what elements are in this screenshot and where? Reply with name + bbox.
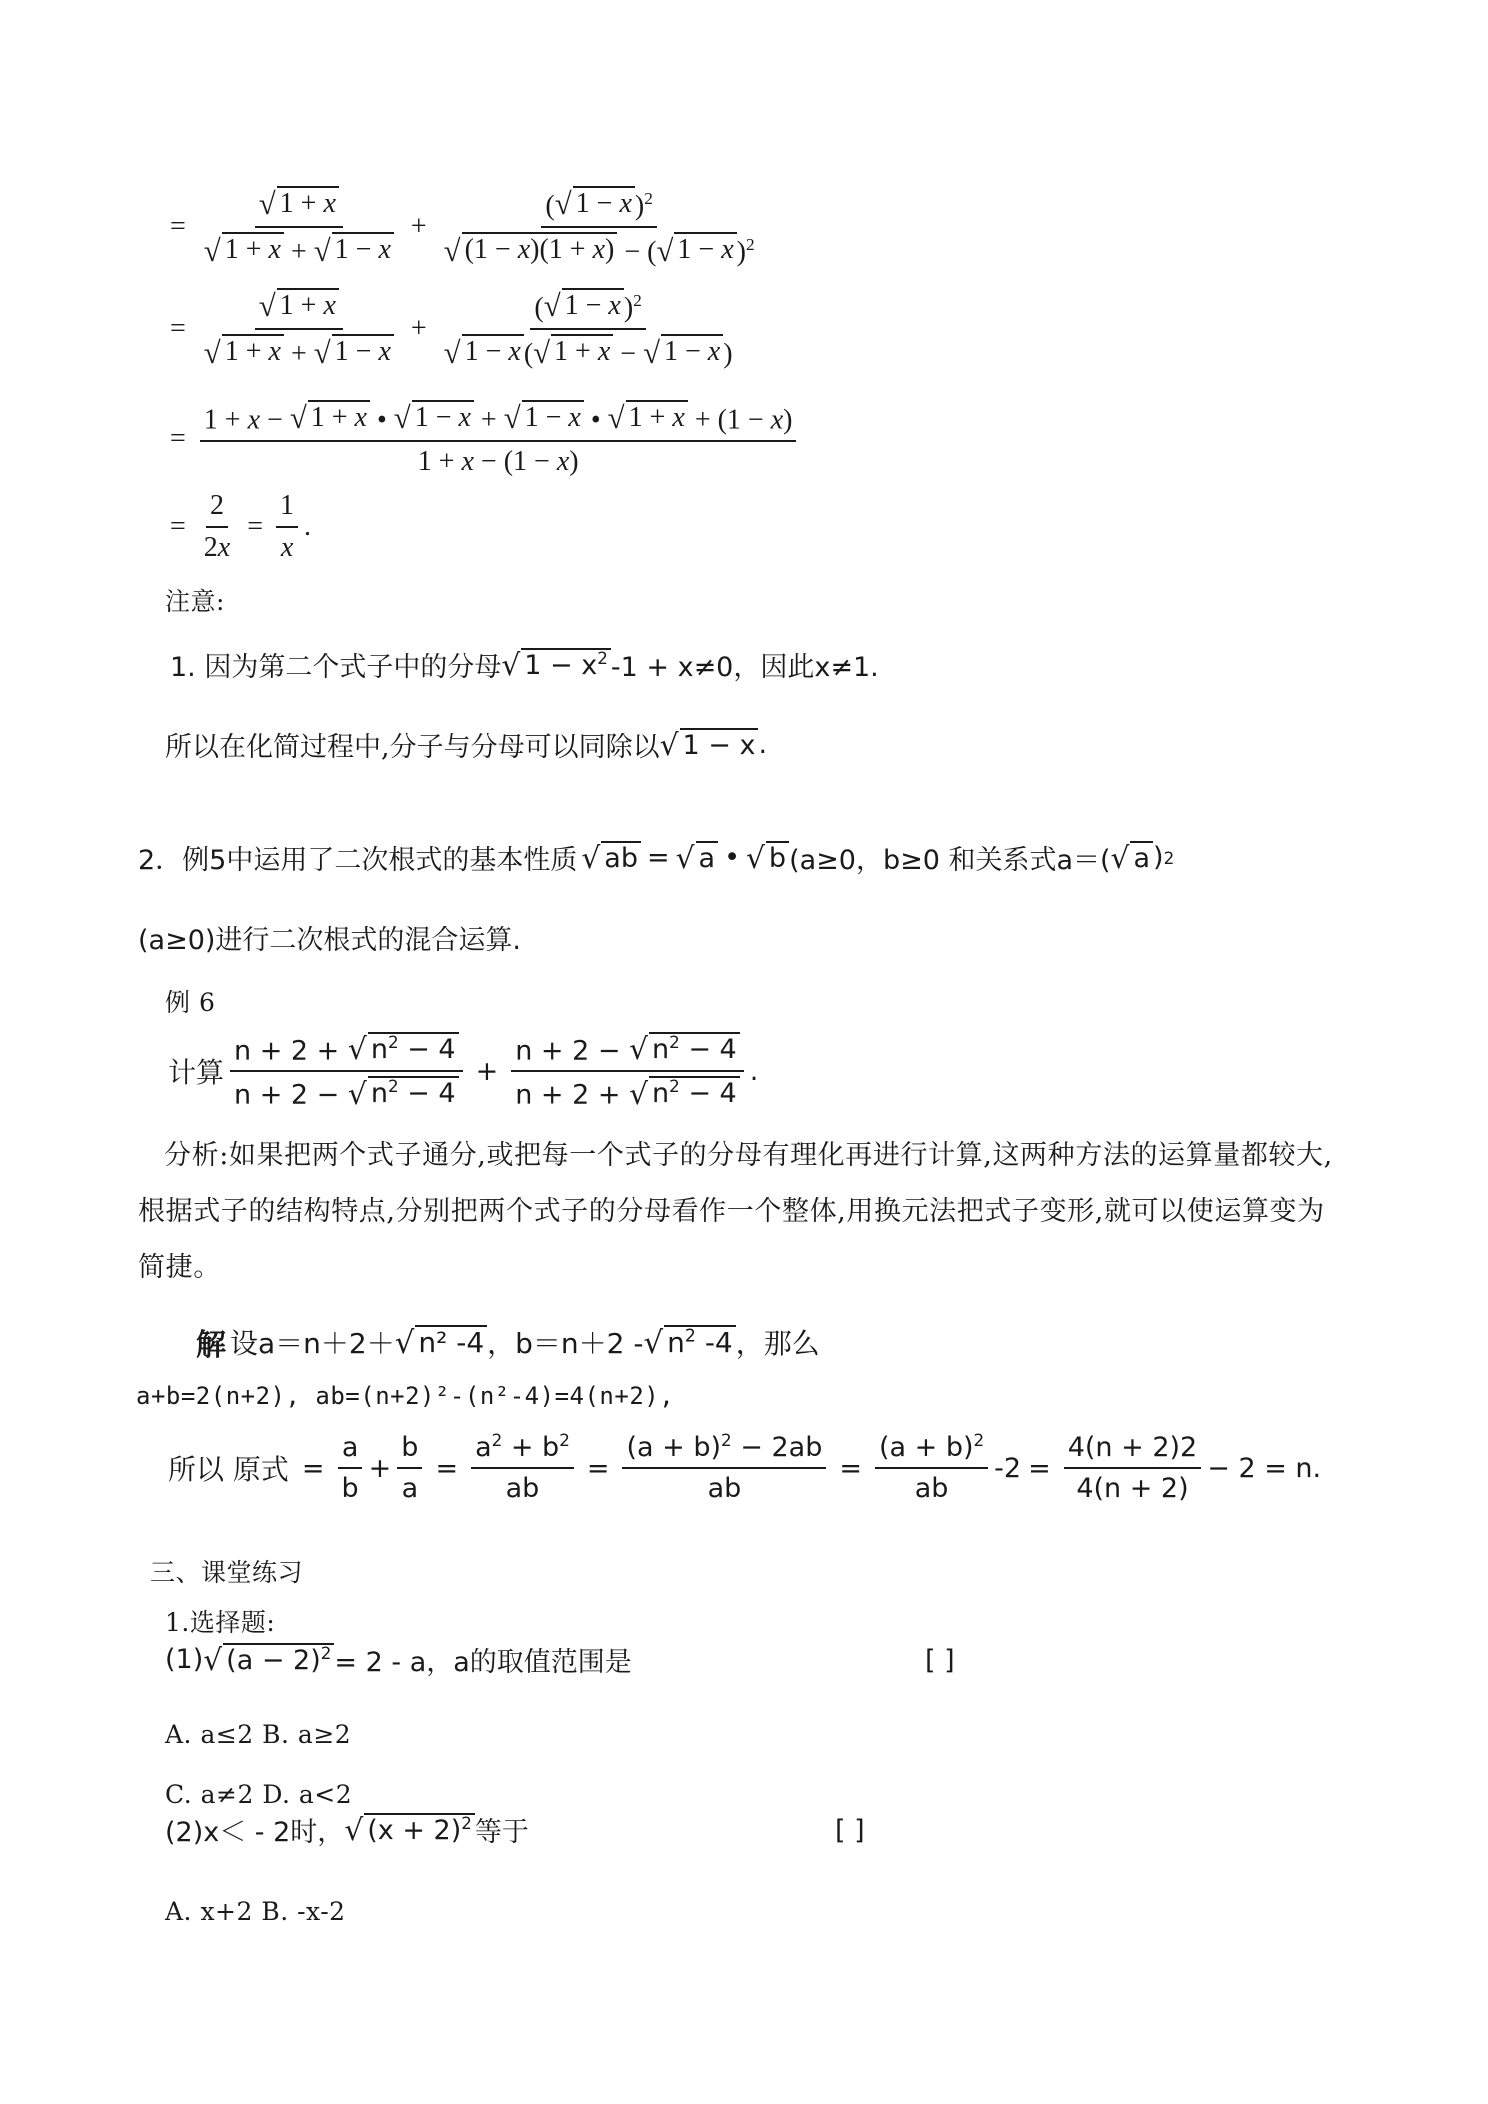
example-6-label: 例 6 [165, 988, 216, 1017]
note-1b-radicand: 1 − x [680, 728, 759, 761]
note-1-continued [165, 725, 767, 764]
question-2-options-ab: A. x+2 B. -x-2 [165, 1897, 346, 1926]
question-1: (1) √ $(a - 2)^2$ = 2 - a，a的取值范围是 [165, 1640, 632, 1679]
note-1-text: 1. 因为第二个式子中的分母 [170, 652, 502, 683]
note-2-continued: (a≥0)进行二次根式的混合运算. [138, 925, 521, 956]
question-1-options-cd: C. a≠2 D. a<2 [165, 1780, 353, 1809]
note-1-radicand: 1 − x [524, 649, 598, 681]
formula-step-4: = $\frac{2}{2x}$ = $\frac{1}{x}$ . [170, 490, 312, 563]
note-1-tail: -1 + x≠0，因此x≠1. [610, 652, 879, 683]
question-2-exp: 2 [461, 1812, 472, 1833]
note-1b-radical: √ 1 − x [660, 728, 759, 761]
note-1-exp: 2 [597, 647, 608, 668]
question-2-radicand: (x + 2) [367, 1814, 462, 1846]
formula-step-3: = 1 + x − √ 1 + x • √ 1 − x + √ 1 − x • √ 1 + x + (1 − x) 1 + x − (1 − x) [170, 400, 802, 478]
note-1b-prefix: 所以在化简过程中, [165, 732, 390, 763]
section-3-heading: 三、课堂练习 [150, 1558, 304, 1587]
result-prefix: 所以 原式 [168, 1453, 289, 1486]
question-1-prefix: (1) [165, 1644, 204, 1675]
note-1b-mid: 分子与分母可以同除以 [389, 732, 660, 763]
note-2-text: 2．例5中运用了二次根式的基本性质 [138, 845, 578, 876]
note-2-tail: (a≥0，b≥0 和关系式a＝( [789, 845, 1111, 876]
formula-step-1: = √ 1 + x √ 1 + x + √ 1 − x + ( √ 1 − x )$^2$ √ (1 − x)(1 + x) − ( √ 1 − x )$^2$ [170, 187, 755, 268]
note-2: 2．例5中运用了二次根式的基本性质 √ ab = √ a • √ b (a≥0，b≥0 和关系式a＝( √ a ) 2 [138, 838, 1174, 877]
question-1-options-ab: A. a≤2 B. a≥2 [165, 1720, 352, 1749]
question-1-answer-bracket[interactable]: [ ] [925, 1645, 955, 1676]
question-1-tail: = 2 - a，a的取值范围是 [334, 1647, 632, 1678]
note-2-end: ) [1153, 842, 1164, 873]
question-2: (2)x＜ - 2时， √ $(x + 2)^2$ 等于 [165, 1810, 529, 1849]
solution-radicand-1: n² -4 [415, 1325, 487, 1359]
example-6-formula: 计算 n + 2 + √ $n^2 - 4$ n + 2 − √ $n^2 - 4$ + n + 2 − √ $n^2 - 4$ n + 2 + √ $n^2 - 4$ . [168, 1032, 759, 1112]
question-1-radicand: (a − 2) [226, 1644, 321, 1676]
solution-text-2: ，b＝n＋2 - [487, 1327, 644, 1360]
ab-relation-line: a+b=2(n+2), ab=(n+2)²-(n²-4)=4(n+2), [136, 1382, 675, 1410]
question-group-label: 1.选择题: [165, 1608, 276, 1637]
question-2-tail: 等于 [474, 1817, 529, 1848]
question-1-exp: 2 [320, 1642, 332, 1663]
note-1-radical: √ $1 - x^2$ [501, 648, 611, 681]
solution-text-3: ，那么 [735, 1327, 820, 1360]
note-1b-tail: . [758, 729, 768, 760]
question-2-answer-bracket[interactable]: [ ] [835, 1815, 865, 1846]
solution-text-1: 设a＝n＋2＋ [230, 1327, 395, 1360]
note-heading: 注意: [165, 587, 225, 616]
analysis-paragraph: 分析:如果把两个式子通分,或把每一个式子的分母有理化再进行计算,这两种方法的运算量都较大,根据式子的结构特点,分别把两个式子的分母看作一个整体,用换元法把式子变形,就可以使运算变为简捷。 [138, 1140, 1333, 1283]
solution-line: 解 设a＝n＋2＋ √ n² -4 ，b＝n＋2 - √ $n^2$ -4 ，那么 [196, 1320, 820, 1364]
note-1 [170, 645, 879, 684]
solution-label: 解 [196, 1328, 226, 1363]
formula-step-2: = √ 1 + x √ 1 + x + √ 1 − x + ( √ 1 − x )$^2$ √ 1 − x ( √ 1 + x − √ 1 − x ) [170, 289, 733, 370]
calc-label: 计算 [168, 1056, 225, 1090]
result-formula: 所以 原式 = $\frac{a}{b}$ + $\frac{b}{a}$ = $\frac{a^2 + b^2}{ab}$ = $\frac{(a + b)^2 - 2ab}{ab}$ = $\frac{(a + b)^2}{ab}$ -2 = $\frac{4(n + 2)2}{4(n + 2)}$ − 2 = n. [168, 1430, 1322, 1504]
question-2-prefix: (2)x＜ - 2时， [165, 1817, 345, 1848]
